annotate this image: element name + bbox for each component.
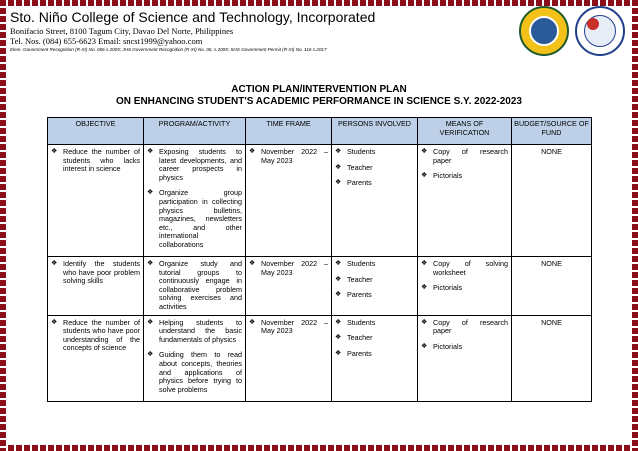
persons-cell-text: Parents [347,290,372,300]
list-item [335,276,414,285]
diamond-bullet-icon: ❖ [51,148,58,155]
list-item [421,260,508,277]
budget-cell: NONE [512,145,592,257]
objective-cell-text: Reduce the number of students who lacks interest in science [63,147,140,174]
table-header-row [48,118,592,145]
persons-cell-text: Students [347,147,376,156]
persons-cell-text: Students [347,259,376,268]
persons-cell-text: Parents [347,178,372,188]
activity-cell-text: Exposing students to latest developments, and career prospects in physics [159,147,242,182]
list-item [335,148,414,157]
verification-cell-text: Pictorials [433,171,463,181]
list-item [421,172,508,181]
column-header: BUDGET/SOURCE OF FUND [512,118,592,145]
budget-cell: NONE [512,257,592,316]
persons-cell-text: Students [347,317,376,327]
decorative-border-right [632,0,638,451]
table-row [48,315,592,401]
document-subtitle: ON ENHANCING STUDENT'S ACADEMIC PERFORMANCE IN SCIENCE S.Y. 2022-2023 [116,96,522,107]
list-item [421,319,508,336]
list-item [335,334,414,343]
objective-cell [48,315,144,401]
list-item [249,260,328,277]
list-item [421,284,508,293]
list-item [335,179,414,188]
school-seal-logo [519,6,569,56]
document-title: ACTION PLAN/INTERVENTION PLAN [231,84,407,95]
government-recognition: Elem. Government Recognition (R-XI) No. 006 s.2005; JHS Government Recognition (R-XI) No. 06, s.2005; SHS Government Permit (R-XI) No. 116 s.2017 [10,47,327,52]
school-name: Sto. Niño College of Science and Technology, Incorporated [10,9,376,25]
diamond-bullet-icon: ❖ [51,260,58,267]
diamond-bullet-icon: ❖ [147,148,154,155]
verification-cell-text: Copy of research paper [433,317,508,336]
verification-cell [418,257,512,316]
decorative-border-bottom [0,445,638,451]
activity-cell-text: Guiding them to read about concepts, theories and applications of physics before trying to solve problems [159,350,242,394]
diamond-bullet-icon: ❖ [249,148,256,155]
list-item [147,148,242,182]
diamond-bullet-icon: ❖ [335,260,342,267]
verification-cell [418,145,512,257]
list-item [51,260,140,286]
time-frame-cell [246,257,332,316]
list-item [335,260,414,269]
diamond-bullet-icon: ❖ [249,318,256,326]
table-row [48,257,592,316]
decorative-border-left [0,0,6,451]
column-header: PROGRAM/ACTIVITY [144,118,246,145]
diamond-bullet-icon: ❖ [335,163,342,171]
list-item [421,343,508,352]
budget-cell: NONE [512,315,592,401]
list-item [51,148,140,174]
time-frame-cell [246,315,332,401]
verification-cell-text: Copy of research paper [433,147,508,165]
time-frame-cell [246,145,332,257]
activity-cell [144,257,246,316]
verification-cell-text: Copy of solving worksheet [433,259,508,277]
school-contact: Tel. Nos. (084) 655-6623 Email: sncst1999@yahoo.com [10,36,203,46]
verification-cell-text: Pictorials [433,341,463,351]
time-frame-cell-text: November 2022 – May 2023 [261,259,328,277]
diamond-bullet-icon: ❖ [335,318,342,326]
diamond-bullet-icon: ❖ [147,351,154,359]
diamond-bullet-icon: ❖ [147,189,154,197]
diamond-bullet-icon: ❖ [249,260,256,267]
table-row [48,145,592,257]
diamond-bullet-icon: ❖ [51,318,58,326]
verification-cell [418,315,512,401]
column-header: PERSONS INVOLVED [332,118,418,145]
column-header: OBJECTIVE [48,118,144,145]
activity-cell [144,315,246,401]
diamond-bullet-icon: ❖ [421,342,428,350]
diamond-bullet-icon: ❖ [335,349,342,357]
diamond-bullet-icon: ❖ [147,318,154,326]
list-item [147,319,242,345]
list-item [249,148,328,165]
diamond-bullet-icon: ❖ [421,172,428,180]
objective-cell [48,145,144,257]
activity-cell [144,145,246,257]
list-item [335,291,414,300]
persons-cell-text: Teacher [347,162,373,172]
column-header: MEANS OF VERIFICATION [418,118,512,145]
activity-cell-text: Organize study and tutorial groups to continuously engage in collaborative problem solving exercises and activities [159,259,242,311]
persons-cell-text: Teacher [347,333,373,343]
objective-cell-text: Identify the students who have poor problem solving skills [63,259,140,286]
persons-cell-text: Teacher [347,274,373,284]
list-item [335,350,414,359]
verification-cell-text: Pictorials [433,283,463,293]
diamond-bullet-icon: ❖ [421,318,428,326]
objective-cell [48,257,144,316]
column-header: TIME FRAME [246,118,332,145]
time-frame-cell-text: November 2022 – May 2023 [261,317,328,336]
action-plan-table [47,117,592,402]
persons-cell [332,257,418,316]
diamond-bullet-icon: ❖ [147,260,154,267]
persons-cell-text: Parents [347,348,372,358]
list-item [335,164,414,173]
list-item [147,260,242,312]
school-address: Bonifacio Street, 8100 Tagum City, Davao Del Norte, Philippines [10,26,234,36]
diamond-bullet-icon: ❖ [421,260,428,267]
list-item [147,351,242,394]
time-frame-cell-text: November 2022 – May 2023 [261,147,328,165]
diamond-bullet-icon: ❖ [335,275,342,283]
diamond-bullet-icon: ❖ [421,148,428,155]
persons-cell [332,315,418,401]
list-item [249,319,328,336]
list-item [147,189,242,249]
activity-cell-text: Organize group participation in collecting physics bulletins, magazines, newsletters etc., and other international collaborations [159,188,242,249]
diamond-bullet-icon: ❖ [421,284,428,292]
letterhead [10,9,530,53]
diamond-bullet-icon: ❖ [335,291,342,299]
diamond-bullet-icon: ❖ [335,334,342,342]
objective-cell-text: Reduce the number of students who have poor understanding of the concepts of science [63,317,140,353]
deped-seal-logo [575,6,625,56]
list-item [51,319,140,353]
list-item [421,148,508,165]
persons-cell [332,145,418,257]
diamond-bullet-icon: ❖ [335,179,342,187]
list-item [335,319,414,328]
diamond-bullet-icon: ❖ [335,148,342,155]
activity-cell-text: Helping students to understand the basic fundamentals of physics [159,317,242,344]
